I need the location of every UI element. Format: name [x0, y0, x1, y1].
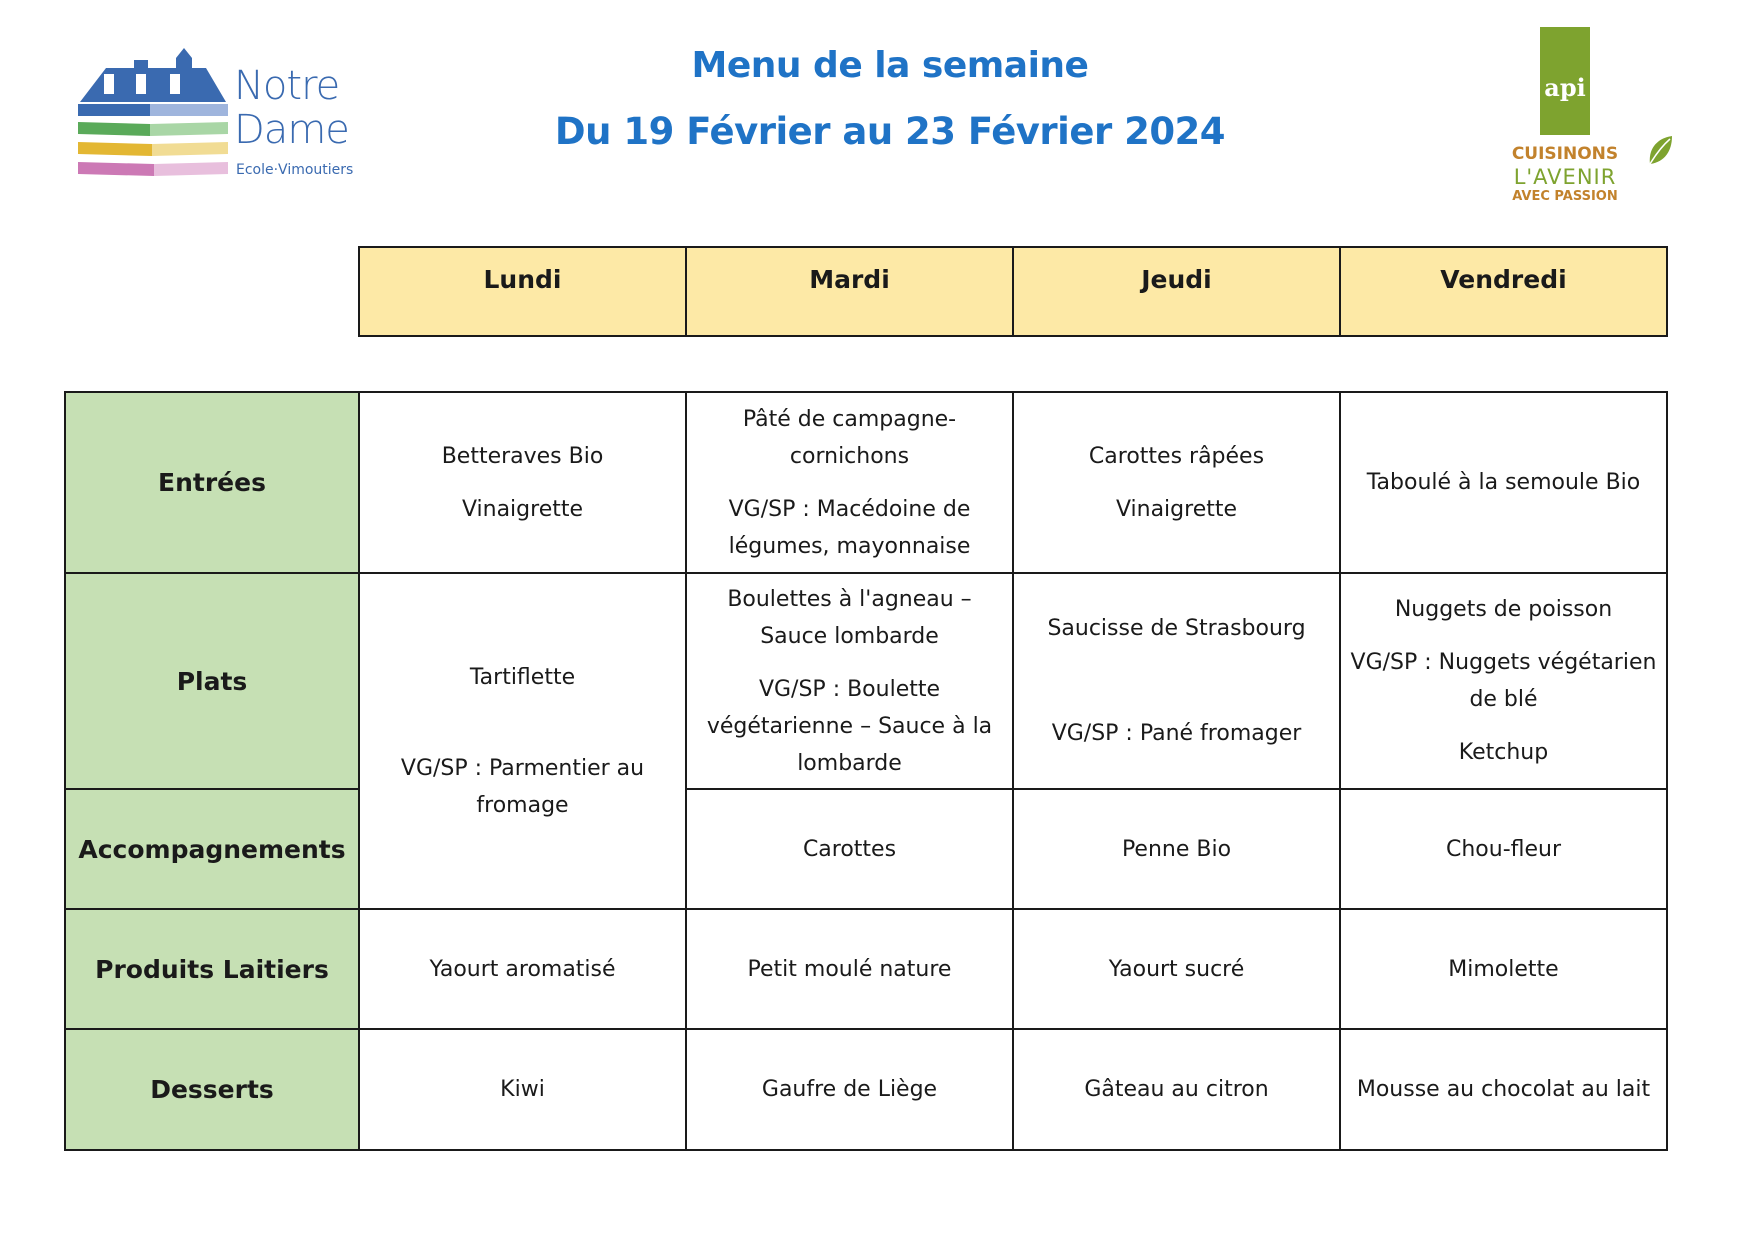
dish-text: Carottes râpées [1088, 443, 1265, 469]
cell-lait-mardi: Petit moulé nature [686, 909, 1013, 1029]
category-accompagnements: Accompagnements [65, 789, 359, 909]
dish-text: Saucisse de Strasbourg [1047, 616, 1306, 641]
cell-acc-vendredi: Chou-fleur [1340, 789, 1667, 909]
logo-text-dame: Dame [234, 107, 349, 153]
dish-text: Ketchup [1458, 740, 1549, 765]
title-menu-week: Menu de la semaine [691, 45, 1089, 86]
row-produits-laitiers [65, 909, 1667, 1029]
api-tagline-line1: CUISINONS [1511, 144, 1619, 164]
cell-entrees-vendredi [1340, 392, 1667, 573]
dish-text: VG/SP : Nuggets végétarien de blé [1350, 650, 1657, 712]
dish-text: Vinaigrette [1115, 496, 1238, 522]
dish-text: Taboulé à la semoule Bio [1366, 470, 1641, 495]
row-plats [65, 573, 1667, 789]
dish-text: Betteraves Bio [441, 443, 604, 469]
cell-plats-vendredi [1340, 573, 1667, 789]
day-header-mardi: Mardi [686, 247, 1013, 336]
day-header-row [358, 246, 1668, 337]
cell-lait-lundi: Yaourt aromatisé [359, 909, 686, 1029]
dish-text: VG/SP : Macédoine de légumes, mayonnaise [728, 496, 971, 559]
logo-text-notre: Notre [234, 63, 340, 109]
api-tagline-line2: L'AVENIR [1513, 165, 1617, 189]
cell-dess-mardi: Gaufre de Liège [686, 1029, 1013, 1150]
cell-plats-lundi [359, 573, 686, 909]
cell-dess-jeudi: Gâteau au citron [1013, 1029, 1340, 1150]
cell-plats-mardi [686, 573, 1013, 789]
cell-acc-mardi: Carottes [686, 789, 1013, 909]
logo-subtitle: Ecole·Vimoutiers [236, 162, 354, 178]
day-header-vendredi: Vendredi [1340, 247, 1667, 336]
cell-dess-vendredi: Mousse au chocolat au lait [1340, 1029, 1667, 1150]
cell-dess-lundi: Kiwi [359, 1029, 686, 1150]
cell-entrees-mardi [686, 392, 1013, 573]
dish-text: Vinaigrette [461, 496, 584, 522]
cell-lait-jeudi: Yaourt sucré [1013, 909, 1340, 1029]
cell-entrees-lundi [359, 392, 686, 573]
category-plats: Plats [65, 573, 359, 789]
cell-acc-jeudi: Penne Bio [1013, 789, 1340, 909]
day-header-jeudi: Jeudi [1013, 247, 1340, 336]
school-building-icon [76, 46, 236, 186]
category-desserts: Desserts [65, 1029, 359, 1150]
cell-plats-jeudi [1013, 573, 1340, 789]
api-mark-text: api [1544, 73, 1586, 102]
row-accompagnements [65, 789, 1667, 909]
dish-text: VG/SP : Parmentier au fromage [400, 755, 645, 818]
dish-text: Tartiflette [469, 664, 576, 690]
category-entrees: Entrées [65, 392, 359, 573]
dish-text: VG/SP : Pané fromager [1051, 721, 1302, 746]
cell-lait-vendredi: Mimolette [1340, 909, 1667, 1029]
row-entrees [65, 392, 1667, 573]
cell-entrees-jeudi [1013, 392, 1340, 573]
row-desserts [65, 1029, 1667, 1150]
api-logo [1490, 26, 1680, 206]
api-tagline-line3: AVEC PASSION [1512, 189, 1618, 204]
menu-table [64, 391, 1668, 1151]
leaf-icon [1646, 134, 1674, 168]
category-produits-laitiers: Produits Laitiers [65, 909, 359, 1029]
dish-text: VG/SP : Boulette végétarienne – Sauce à la lombarde [706, 676, 993, 776]
dish-text: Boulettes à l'agneau – Sauce lombarde [727, 586, 972, 649]
dish-text: Pâté de campagne-cornichons [742, 406, 957, 469]
api-mark [1540, 27, 1590, 135]
day-header-lundi: Lundi [359, 247, 686, 336]
dish-text: Nuggets de poisson [1394, 597, 1613, 622]
title-date-range: Du 19 Février au 23 Février 2024 [554, 110, 1226, 153]
page-title [500, 40, 1280, 153]
